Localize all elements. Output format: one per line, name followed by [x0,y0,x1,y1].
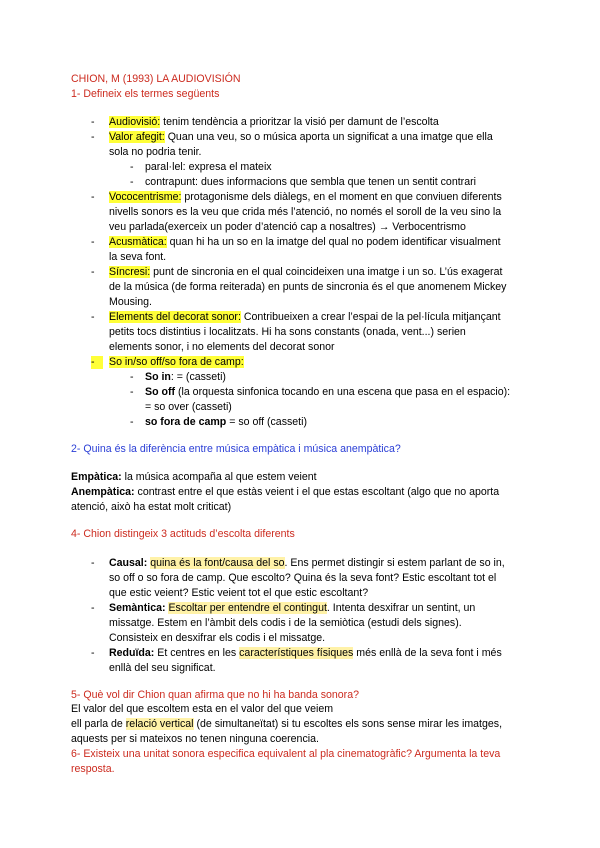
attitude-line: missatge. Estem en l’àmbit dels codis i de la semiòtica (estudi dels signes). [109,617,462,629]
answer-empatica: Empàtica: la música acompaña al que estem veient [71,471,317,483]
bullet-dash: - [91,236,95,248]
term-highlight: Audiovisió: [109,116,161,128]
definition-line: sola no podria tenir. [109,146,202,158]
sub-item-contrapunt: contrapunt: dues informacions que sembla que tenen un sentit contrari [145,176,476,188]
definition-line: nivells sonors es la veu que crida més l’atenció, no només el soroll de la veu sino la [109,206,502,218]
definition-acusmatica: Acusmàtica: quan hi ha un so en la imatge del qual no podem identificar visualment [109,236,501,248]
sub-bullet-dash: - [130,386,134,398]
term-highlight: Elements del decorat sonor: [109,311,241,323]
sub-item-parallel: paral·lel: expresa el mateix [145,161,272,173]
phrase-highlight: relació vertical [125,718,194,730]
bullet-dash: - [91,647,95,659]
attitude-line: que estic veient? Estic veient tot el que estic escoltant? [109,587,369,599]
phrase-highlight: quina és la font/causa del so [150,557,285,569]
sub-bullet-dash: - [130,371,134,383]
term-highlight: Síncresi: [109,266,151,278]
question-1-heading: 1- Defineix els termes següents [71,88,220,100]
attitude-line: so off o so fora de camp. Que escolto? Quina és la seva font? Estic escoltant tot el [109,572,497,584]
attitude-line: enllà del seu significat. [109,662,216,674]
attitude-reduida: Reduïda: Et centres en les característiques físiques més enllà de la seva font i més [109,647,502,659]
phrase-highlight: característiques físiques [239,647,354,659]
definition-decorat-sonor: Elements del decorat sonor: Contribueixen a crear l’espai de la pel·lícula mitjançant [109,311,501,323]
sub-bullet-dash: - [130,416,134,428]
answer-line: aquests per si mateixos no tenen ninguna coerencia. [71,733,319,745]
attitude-semantica: Semàntica: Escoltar per entendre el contingut. Intenta desxifrar un sentint, un [109,602,476,614]
definition-line: petits tocs distintius i localitzats. Hi ha sons constants (onada, vent...) serien [109,326,466,338]
bullet-dash: - [91,191,95,203]
sub-item-so-in: So in: = (casseti) [145,371,226,383]
bullet-dash: - [91,557,95,569]
answer-line: El valor del que escoltem esta en el valor del que veiem [71,703,334,715]
bullet-dash: - [91,266,95,278]
sub-item-so-fora-de-camp: so fora de camp = so off (casseti) [145,416,308,428]
term-highlight: Vococentrisme: [109,191,182,203]
definition-vococentrisme: Vococentrisme: protagonisme dels diàlegs, en el moment en que conviuen diferents [109,191,502,203]
sub-bullet-dash: - [130,176,134,188]
definition-audiovisio: Audiovisió: tenim tendència a prioritzar la visió per damunt de l’escolta [109,116,439,128]
definition-line: veu parlada(exerceix un poder d’atenció cap a nosaltres) → Verbocentrismo [109,221,466,233]
phrase-highlight: Escoltar per entendre el contingut [168,602,327,614]
definition-valor-afegit: Valor afegit: Quan una veu, so o música aporta un significat a una imatge que ella [109,131,493,143]
term-highlight: So in/so off/so fora de camp: [109,356,244,368]
question-4-heading: 4- Chion distingeix 3 actituds d’escolta diferents [71,528,295,540]
bullet-dash: - [91,131,95,143]
attitude-causal: Causal: quina és la font/causa del so. Ens permet distingir si estem parlant de so in, [109,557,505,569]
definition-line: de la música (de forma reiterada) en punts de sincronia és el que anomenem Mickey [109,281,507,293]
answer-line: atenció, això ha estat molt criticat) [71,501,232,513]
question-5-heading: 5- Què vol dir Chion quan afirma que no hi ha banda sonora? [71,689,359,701]
definition-line: Mousing. [109,296,152,308]
sub-item-so-off: So off (la orquesta sinfonica tocando en una escena que pasa en el espacio): [145,386,511,398]
question-6-heading: 6- Existeix una unitat sonora especifica equivalent al pla cinematogràfic? Argumenta la teva [71,748,501,760]
sub-item-so-over: = so over (casseti) [145,401,232,413]
attitude-line: Consisteix en desxifrar els codis i el missatge. [109,632,326,644]
document-title: CHION, M (1993) LA AUDIOVISIÓN [71,73,241,85]
sub-bullet-dash: - [130,161,134,173]
bullet-dash: - [91,356,104,368]
definition-sincresi: Síncresi: punt de sincronia en el qual coincideixen una imatge i un so. L’ús exagerat [109,266,503,278]
term-highlight: Acusmàtica: [109,236,167,248]
bullet-dash: - [91,602,95,614]
answer-line: ell parla de relació vertical (de simultaneïtat) si tu escoltes els sons sense mirar les imatges, [71,718,503,730]
definition-line: la seva font. [109,251,167,263]
answer-anempatica: Anempàtica: contrast entre el que estàs veient i el que estas escoltant (algo que no aporta [71,486,500,498]
question-2-heading: 2- Quina és la diferència entre música empàtica i música anempàtica? [71,443,401,455]
term-highlight: Valor afegit: [109,131,165,143]
question-6-heading-line: resposta. [71,763,115,775]
definition-so-in-off [109,356,244,369]
bullet-dash: - [91,311,95,323]
bullet-dash: - [91,116,95,128]
definition-line: elements sonor, i no elements del decorat sonor [109,341,335,353]
